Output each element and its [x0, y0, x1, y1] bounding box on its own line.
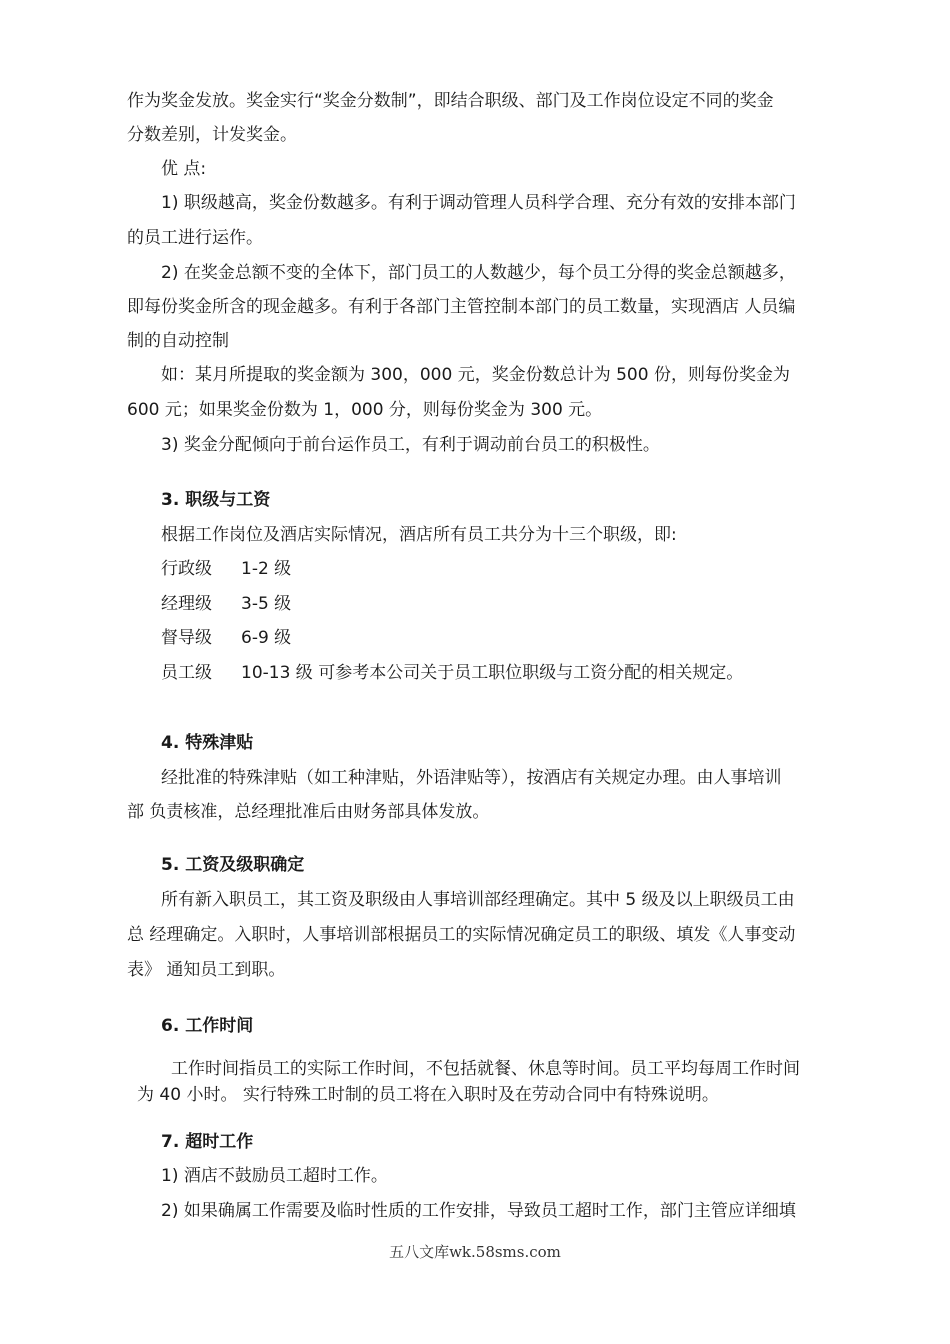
page-footer: 五八文库wk.58sms.com — [389, 1243, 561, 1261]
paragraph-line: 1) 酒店不鼓励员工超时工作。 — [161, 1166, 388, 1186]
paragraph-line: 作为奖金发放。奖金实行“奖金分数制”，即结合职级、部门及工作岗位设定不同的奖金 — [127, 91, 774, 111]
grade-range: 6-9 级 — [241, 628, 292, 648]
paragraph-line: 为 40 小时。 实行特殊工时制的员工将在入职时及在劳动合同中有特殊说明。 — [137, 1085, 719, 1105]
paragraph-line: 工作时间指员工的实际工作时间，不包括就餐、休息等时间。员工平均每周工作时间 — [171, 1059, 800, 1079]
grade-name: 行政级 — [161, 559, 212, 579]
paragraph-line: 制的自动控制 — [127, 331, 229, 351]
paragraph-line: 2) 如果确属工作需要及临时性质的工作安排，导致员工超时工作，部门主管应详细填 — [161, 1201, 796, 1221]
advantage-3: 3) 奖金分配倾向于前台运作员工，有利于调动前台员工的积极性。 — [161, 435, 660, 455]
section-4-heading: 4. 特殊津贴 — [161, 733, 254, 753]
paragraph-line: 分数差别，计发奖金。 — [127, 125, 297, 145]
section-3-heading: 3. 职级与工资 — [161, 490, 271, 510]
advantage-2: 2) 在奖金总额不变的全体下，部门员工的人数越少，每个员工分得的奖金总额越多， — [161, 263, 796, 283]
paragraph-line: 部 负责核准，总经理批准后由财务部具体发放。 — [127, 802, 490, 822]
grade-row — [161, 587, 291, 621]
grade-note: 可参考本公司关于员工职位职级与工资分配的相关规定。 — [312, 663, 744, 683]
paragraph-line: 表》 通知员工到职。 — [127, 960, 286, 980]
paragraph-line: 600 元；如果奖金份数为 1，000 分，则每份奖金为 300 元。 — [127, 400, 603, 420]
grade-row — [161, 621, 291, 655]
grade-row — [161, 552, 291, 586]
section-3-intro: 根据工作岗位及酒店实际情况，酒店所有员工共分为十三个职级，即: — [161, 525, 677, 545]
advantage-1: 1) 职级越高，奖金份数越多。有利于调动管理人员科学合理、充分有效的安排本部门 — [161, 193, 796, 213]
section-5-heading: 5. 工资及级职确定 — [161, 855, 305, 875]
paragraph-line: 总 经理确定。入职时，人事培训部根据员工的实际情况确定员工的职级、填发《人事变动 — [127, 925, 796, 945]
grade-range: 10-13 级 — [241, 663, 313, 683]
section-6-heading: 6. 工作时间 — [161, 1016, 254, 1036]
section-7-heading: 7. 超时工作 — [161, 1132, 254, 1152]
grade-range: 3-5 级 — [241, 594, 292, 614]
grade-name: 员工级 — [161, 663, 212, 683]
grade-name: 经理级 — [161, 594, 212, 614]
grade-name: 督导级 — [161, 628, 212, 648]
paragraph-line: 的员工进行运作。 — [127, 228, 263, 248]
grade-range: 1-2 级 — [241, 559, 292, 579]
paragraph-line: 即每份奖金所含的现金越多。有利于各部门主管控制本部门的员工数量，实现酒店 人员编 — [127, 297, 796, 317]
paragraph-line: 经批准的特殊津贴（如工种津贴，外语津贴等），按酒店有关规定办理。由人事培训 — [161, 768, 782, 788]
advantages-label: 优 点: — [161, 159, 207, 179]
grade-row — [161, 656, 743, 690]
example-line: 如：某月所提取的奖金额为 300，000 元，奖金份数总计为 500 份，则每份奖金为 — [161, 365, 790, 385]
paragraph-line: 所有新入职员工，其工资及职级由人事培训部经理确定。其中 5 级及以上职级员工由 — [161, 890, 795, 910]
